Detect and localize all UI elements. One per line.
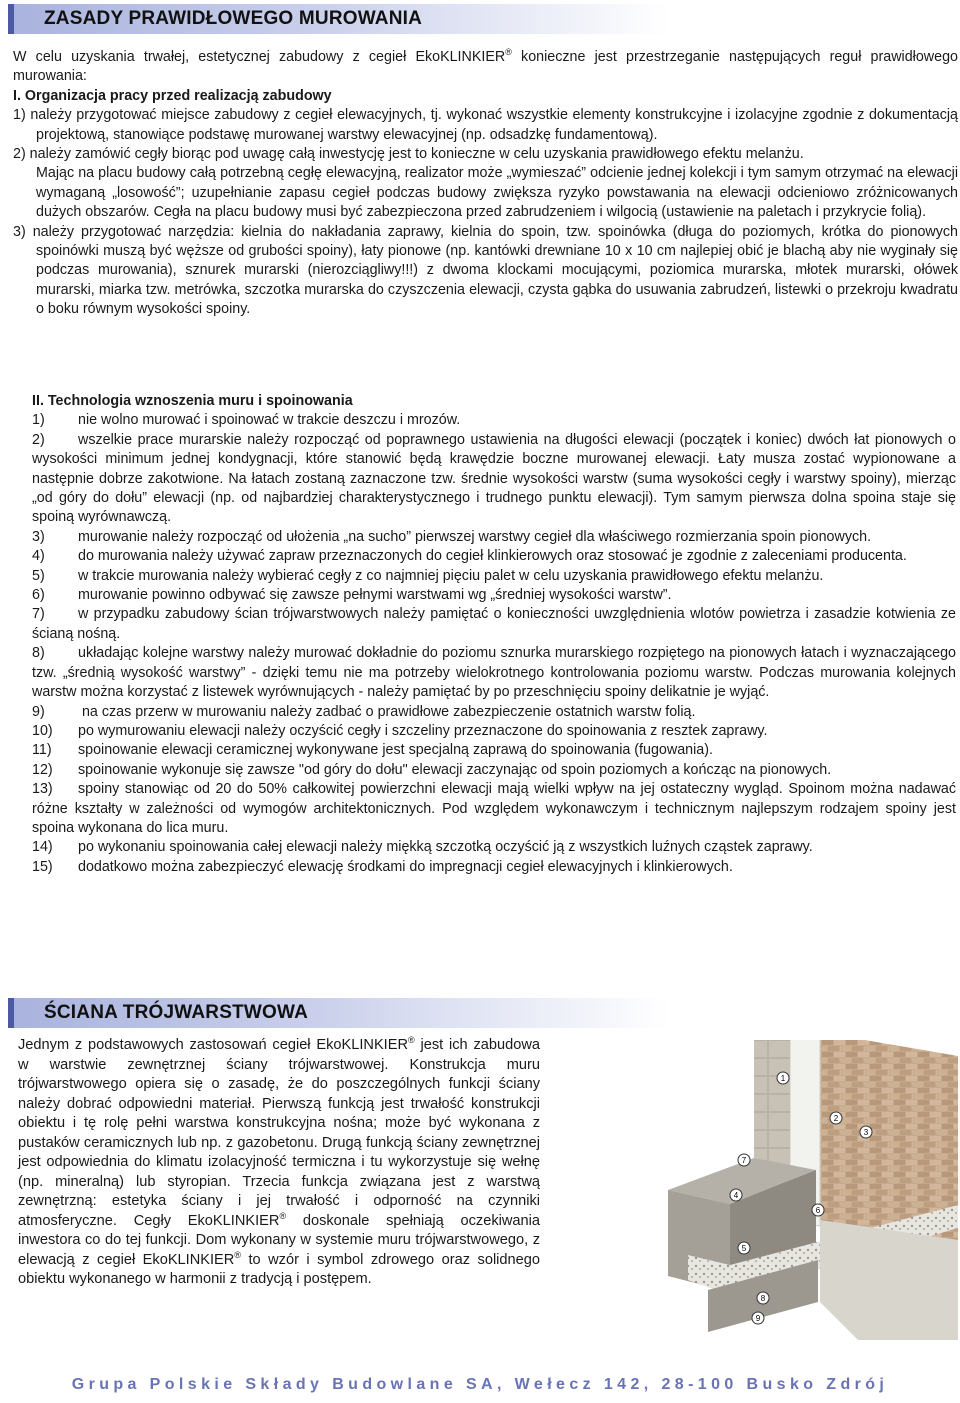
registered-mark: ®: [408, 1035, 415, 1046]
intro-text-b: konieczne jest przestrzeganie następujących reguł prawidłowego murowania:: [13, 49, 958, 85]
registered-mark: ®: [505, 47, 512, 58]
item-text: w przypadku zabudowy ścian trójwarstwowych należy pamiętać o konieczności uwzględnienia wlotów powietrza i zasadzie kotwienia ze ścianą nośną.: [32, 606, 956, 642]
registered-mark: ®: [234, 1249, 241, 1260]
item-number: 12): [32, 761, 53, 778]
item-text: na czas przerw w murowaniu należy zadbać o prawidłowe zabezpieczenie ostatnich warstw folią.: [78, 703, 696, 720]
item-number: 2): [32, 431, 45, 448]
item-number: 4): [32, 548, 45, 565]
marker-label: 7: [741, 1156, 747, 1165]
item-text: murowanie powinno odbywać się zawsze pełnymi warstwami wg „średniej wysokości warstw”.: [78, 587, 672, 604]
technology-item: [32, 605, 956, 644]
section-technologia-body: [32, 392, 956, 877]
marker-label: 9: [755, 1314, 761, 1323]
item-number: 14): [32, 839, 53, 856]
marker-label: 4: [733, 1191, 739, 1200]
section-title-zasady: ZASADY PRAWIDŁOWEGO MUROWANIA: [44, 8, 423, 29]
technology-item: [32, 644, 956, 702]
marker-label: 8: [760, 1294, 766, 1303]
rule-2: 2) należy zamówić cegły biorąc pod uwagę całą inwestycję jest to konieczne w celu uzyskania prawidłowego efektu melanżu.: [13, 146, 804, 163]
technology-item: [32, 703, 956, 722]
item-number: 6): [32, 587, 45, 604]
marker-label: 1: [780, 1074, 786, 1083]
item-text: spoinowanie wykonuje się zawsze "od góry do dołu" elewacji zaczynając od spoin poziomych a kończąc na pionowych.: [78, 761, 832, 778]
technology-item: [32, 722, 956, 741]
technology-item: [32, 431, 956, 528]
registered-mark: ®: [279, 1210, 287, 1221]
footer-company-address: Grupa Polskie Składy Budowlane SA, Wełecz 142, 28-100 Busko Zdrój: [71, 1376, 889, 1393]
intro-text-a: W celu uzyskania trwałej, estetycznej zabudowy z cegieł EkoKLINKIER: [13, 49, 506, 65]
technology-item: [32, 858, 956, 877]
item-number: 11): [32, 742, 52, 759]
marker-label: 6: [815, 1206, 821, 1215]
item-number: 5): [32, 567, 45, 584]
sciana-paragraph: [18, 1036, 540, 1290]
rule-3: 3) należy przygotować narzędzia: kielnia do nakładania zaprawy, kielnia do spoin, tzw. spoinówka (długa do poziomych, krótka do pionowych spoinówki muszą być węższe od grubości spoiny), łaty pionowe (np. kantówki drewniane 10 x 10 cm najlepiej obić je blachą aby nie wyginały się podczas murowania), sznurek murarski (nierozciągliwy!!!) z dwoma klockami mocującymi, poziomica murarska, młotek murarski, ołówek murarski, miarka tzw. metrówka, szczotka murarska do czyszczenia elewacji, czysta gąbka do usuwania zabrudzeń, listewki o przekroju kwadratu o boku równym wysokości spoiny.: [13, 223, 958, 318]
item-text: murowanie należy rozpocząć od ułożenia „na sucho” pierwszej warstwy cegieł dla właściwego rozmierzania spoin pionowych.: [78, 528, 872, 545]
technology-item: [32, 780, 956, 838]
technology-item: [32, 547, 956, 566]
section-zasady-body: [13, 48, 958, 320]
ground-fill: [820, 1220, 958, 1340]
intro-paragraph: [13, 48, 958, 87]
section-sciana-body: [18, 1036, 540, 1290]
item-text: spoiny stanowiąc od 20 do 50% całkowitej powierzchni elewacji mają wielki wpływ na jej ostateczny wygląd. Spoinom można nadawać różne kształty w zależności od wymogów architektonicznych. Pod względem wykonawczym i technicznym najlepszym rodzajem spoiny jest spoina wykonana do lica muru.: [32, 781, 956, 836]
item-text: spoinowanie elewacji ceramicznej wykonywane jest specjalną zaprawą do spoinowania (fugowania).: [78, 742, 713, 759]
three-layer-wall-illustration: [558, 1040, 958, 1340]
part1-heading: I. Organizacja pracy przed realizacją zabudowy: [13, 87, 332, 104]
item-text: wszelkie prace murarskie należy rozpocząć od poprawnego ustawienia na długości elewacji (początek i koniec) dwóch łat pionowych o wysokości minimum jednej kondygnacji, które stanowić będą krawędzie boczne murowanej elewacji. Łaty musza zostać wypionowane a następnie dobrze zakotwione. Na łatach zostaną zaznaczone tzw. średnie wysokości warstw (suma wysokości cegły i warstwy spoiny), mierząc „od góry do dołu” elewacji (np. od najbardziej charakterystycznego i trudnego punktu elewacji). Tym samym pierwsza dolna spoina staje się spoiną wyrównawczą.: [32, 431, 956, 526]
marker-label: 3: [863, 1128, 869, 1137]
technology-item: [32, 567, 956, 586]
rule-2-detail: Mając na placu budowy całą potrzebną cegłę elewacyjną, realizator może „wymieszać” odcienie jednej kolekcji i tym samym otrzymać na elewacji wymaganą „losowość”; uzupełnianie zapasu cegieł podczas budowy zwiększa ryzyko powstawania na elewacji odcieniowo zróżnicowanych dużych obszarów. Cegła na placu budowy musi być zabezpieczona przed zabrudzeniem i wilgocią (ustawienie na paletach i przykrycie folią).: [36, 165, 958, 221]
item-number: 13): [32, 781, 53, 798]
item-text: po wykonaniu spoinowania całej elewacji należy miękką szczotką oczyścić ją z wszystkich luźnych cząstek zaprawy.: [78, 839, 813, 856]
marker-label: 5: [741, 1244, 747, 1253]
item-number: 10): [32, 722, 53, 739]
item-text: nie wolno murować i spoinować w trakcie deszczu i mrozów.: [78, 412, 461, 429]
technology-item: [32, 761, 956, 780]
section-header-band: [8, 4, 669, 34]
section-header-band-2: [8, 998, 669, 1028]
technology-item: [32, 586, 956, 605]
item-text: do murowania należy używać zapraw przeznaczonych do cegieł klinkierowych oraz stosować je zgodnie z zaleceniami producenta.: [78, 548, 907, 565]
sciana-text-1: Jednym z podstawowych zastosowań cegieł EkoKLINKIER: [18, 1037, 409, 1053]
technology-list: [32, 411, 956, 877]
item-text: po wymurowaniu elewacji należy oczyścić cegły i szczeliny przeznaczone do spoinowania z resztek zaprawy.: [78, 722, 768, 739]
item-number: 8): [32, 645, 45, 662]
sciana-text-3: doskonale spełniają oczekiwania inwestora co do tej funkcji. Dom wykonany w systemie muru trójwarstwowego, z elewacją z cegieł EkoKLINKIER: [18, 1212, 540, 1268]
part2-heading: II. Technologia wznoszenia muru i spoinowania: [32, 393, 353, 409]
item-number: 1): [32, 412, 45, 429]
item-text: układając kolejne warstwy należy murować dokładnie do poziomu sznurka murarskiego rozpiętego na pionowych łatach i wyznaczającego tzw. „średnią wysokość warstwy” - dzięki temu nie ma potrzeby wielokrotnego kontrolowania poziomu warstw. Podczas murowania kolejnych warstw można korzystać z listewek wyrównujących - należy pamiętać by po przeschnięciu spoiny delikatnie je wyjąć.: [32, 645, 956, 701]
technology-item: [32, 528, 956, 547]
technology-item: [32, 411, 956, 430]
marker-label: 2: [833, 1114, 839, 1123]
item-text: dodatkowo można zabezpieczyć elewację środkami do impregnacji cegieł elewacyjnych i klinkierowych.: [78, 858, 733, 875]
technology-item: [32, 838, 956, 857]
item-number: 9): [32, 703, 45, 720]
rule-1: 1) należy przygotować miejsce zabudowy z cegieł elewacyjnych, tj. wykonać wszystkie elementy konstrukcyjne i izolacyjne zgodnie z dokumentacją projektową, stanowiące podstawę murowanej warstwy elewacyjnej (np. odsadzkę fundamentową).: [13, 107, 958, 143]
item-number: 7): [32, 606, 45, 623]
item-text: w trakcie murowania należy wybierać cegły z co najmniej pięciu palet w celu uzyskania prawidłowego efektu melanżu.: [78, 567, 824, 584]
sciana-text-4: to wzór i symbol zdrowego oraz solidnego obiektu wykonanego w harmonii z tradycją i postępem.: [18, 1251, 541, 1287]
section-title-sciana: ŚCIANA TRÓJWARSTWOWA: [44, 1002, 309, 1023]
item-number: 3): [32, 528, 45, 545]
sciana-text-2: jest ich zabudowa w warstwie zewnętrznej ściany trójwarstwowej. Konstrukcja muru trójwarstwowego opiera się o zasadę, że do poszczególnych funkcji ściany należy dobrać odpowiedni materiał. Pierwszą funkcją jest trwałość konstrukcji obiektu i tę rolę pełni warstwa konstrukcyjna nośna; może być wykonana z pustaków ceramicznych lub np. z gazobetonu. Drugą funkcją ściany zewnętrznej jest odpowiednia do klimatu izolacyjność termiczna i tu wykorzystuje się wełnę (np. mineralną) lub styropian. Trzecia funkcja związana jest z warstwą zewnętrzną: estetyka ściany i jej trwałość i odporność na czynniki atmosferyczne. Cegły EkoKLINKIER: [18, 1037, 540, 1229]
item-number: 15): [32, 858, 53, 875]
technology-item: [32, 741, 956, 760]
